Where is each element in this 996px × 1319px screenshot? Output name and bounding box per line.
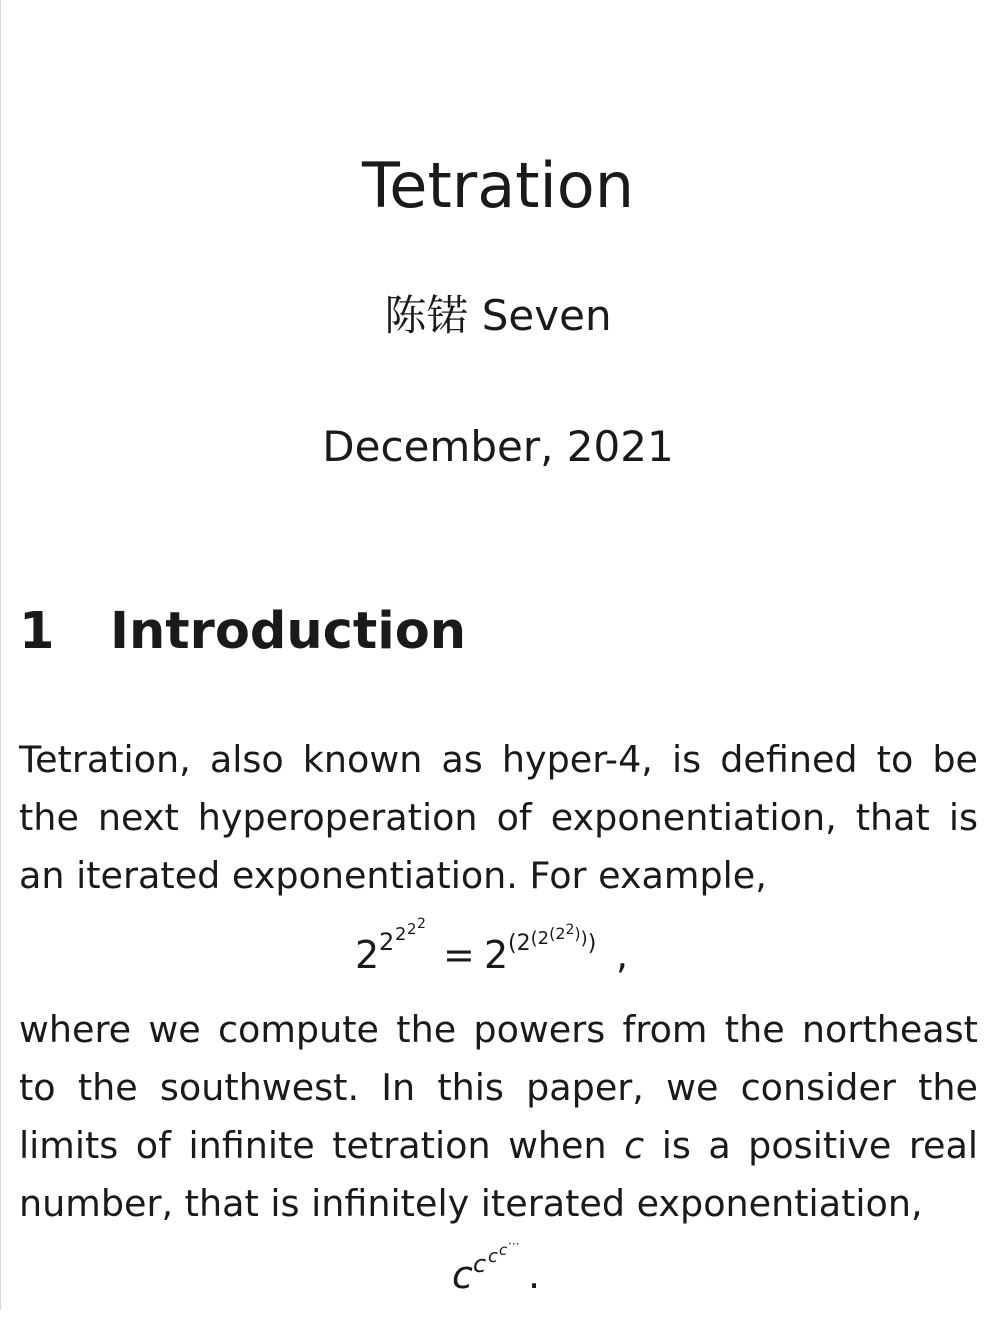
equation-period: . [528, 1253, 541, 1297]
document-author: 陈锘 Seven [384, 291, 612, 340]
equation-power-tower [0, 908, 996, 988]
document-title: Tetration [361, 149, 635, 222]
equation-comma: , [616, 933, 629, 977]
paragraph-limits [19, 1001, 978, 1233]
paragraph-line: the next hyperoperation of exponentiation, that is [19, 796, 978, 839]
paragraph-line: an iterated exponentiation. For example, [19, 854, 767, 897]
equation-exponent-c: c [473, 1250, 487, 1278]
paragraph-line: where we compute the powers from the northeast [19, 1008, 978, 1051]
equation-exponent-c: c [499, 1241, 508, 1259]
equation-lhs-exponent: 2 [395, 924, 407, 945]
equation-rhs-base: 2 [484, 933, 509, 977]
math-variable-c: c [624, 1124, 645, 1167]
equation-lhs-base: 2 [355, 933, 380, 977]
section-number: 1 [19, 602, 55, 661]
section-heading [19, 600, 466, 664]
equation-exponent-c: c [488, 1246, 498, 1267]
equation-power-tower-graphic [353, 908, 643, 988]
equation-base-c: c [452, 1253, 473, 1297]
paragraph-intro [19, 731, 978, 905]
equation-lhs-exponent: 2 [407, 920, 417, 938]
paragraph-line: Tetration, also known as hyper-4, is defined to be [19, 738, 978, 781]
document-date: December, 2021 [322, 422, 674, 471]
section-title: Introduction [110, 602, 467, 661]
paragraph-line: number, that is infinitely iterated exponentiation, [19, 1182, 923, 1225]
equation-infinite-tower [0, 1236, 996, 1310]
equation-ellipsis: ··· [508, 1237, 520, 1251]
paragraph-line: to the southwest. In this paper, we consider the [19, 1066, 978, 1109]
text-run: is a positive real [661, 1124, 978, 1167]
equation-rhs-exponent: $(2^{(2(22}_{))})$ [508, 922, 597, 956]
paragraph-line [19, 1117, 978, 1175]
equation-lhs-exponent: 2 [379, 928, 395, 956]
equation-equals-sign: = [443, 933, 475, 977]
equation-infinite-tower-graphic [448, 1236, 548, 1310]
equation-lhs-exponent: 2 [417, 916, 426, 932]
text-run: limits of infinite tetration when [19, 1124, 607, 1167]
